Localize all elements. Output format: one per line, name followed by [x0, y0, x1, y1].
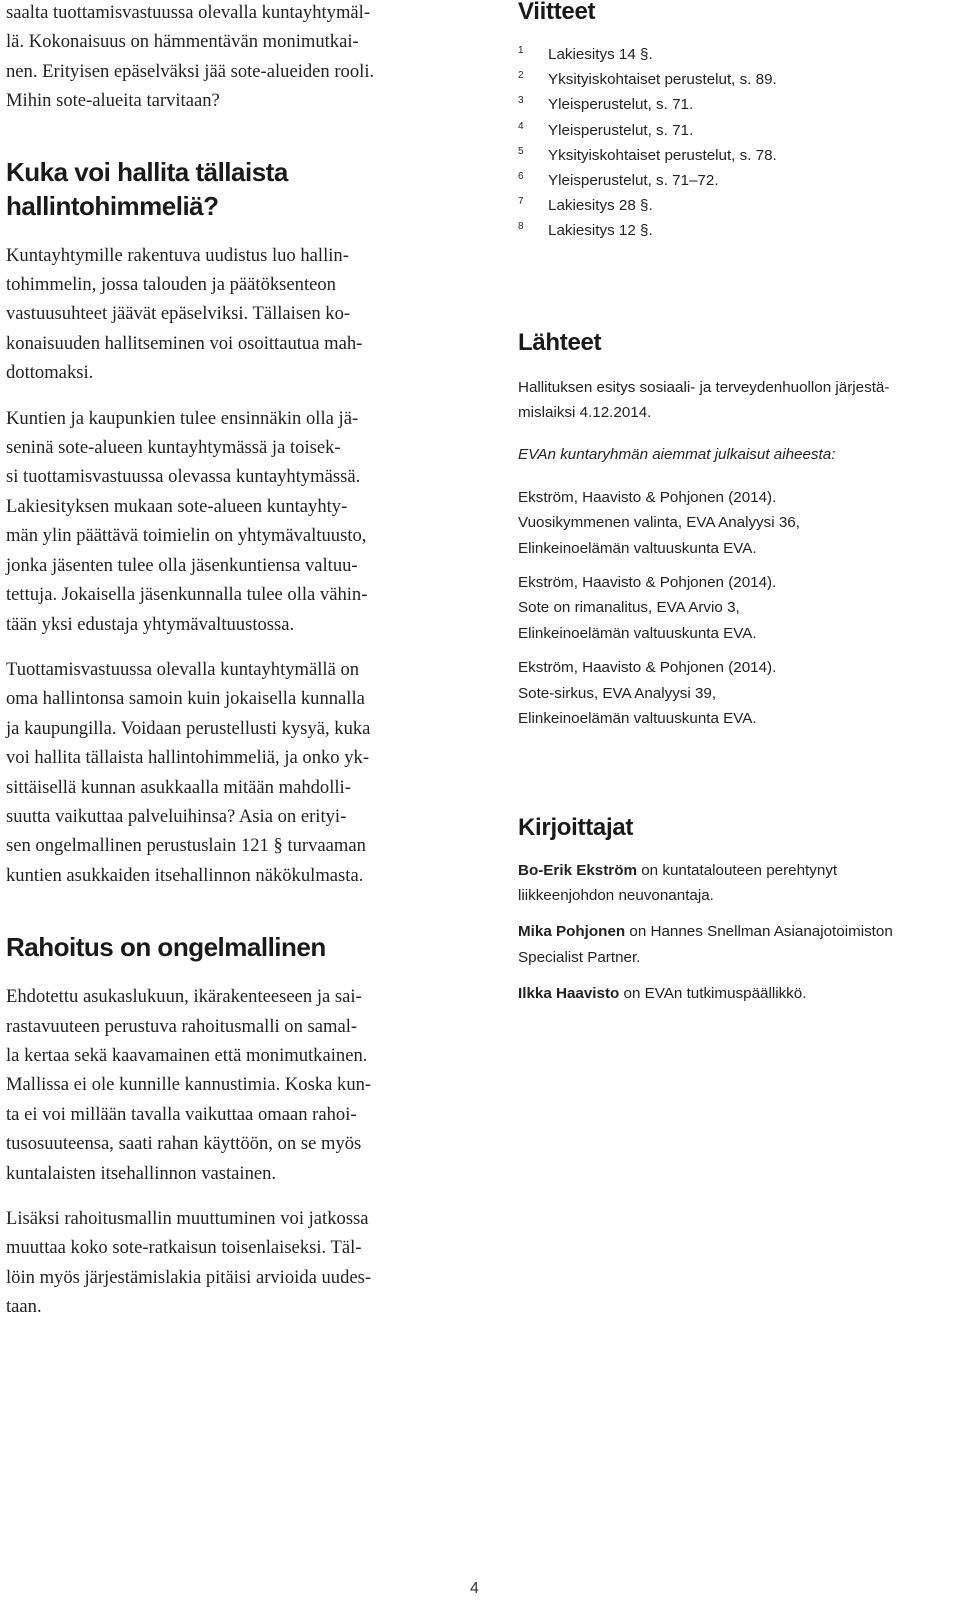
author-ekstrom — [518, 858, 958, 909]
footnote-number: 6 — [518, 171, 524, 183]
footnote-text: Lakiesitys 12 §. — [548, 222, 653, 240]
footnote-number: 7 — [518, 196, 524, 208]
paragraph-kuka-2: Kuntien ja kaupunkien tulee ensinnäkin olla jä- seninä sote-alueen kuntayhtymässä ja toisek- si tuottamisvastuussa olevassa kuntayhtymässä. Lakiesityksen mukaan sote-alueen kuntayhty- män ylin päättävä toimielin on yhtymävaltuusto, jonka jäsenten tulee olla jäsenkuntiensa valtuu- tettuja. Jokaisella jäsenkunnalla tulee olla vähin- tään yksi edustaja yhtymävaltuustossa. — [6, 407, 368, 635]
footnote-item — [518, 67, 958, 92]
heading-lahteet: Lähteet — [518, 328, 602, 356]
page-number: 4 — [470, 1580, 479, 1597]
sidebar-column — [518, 0, 958, 1007]
footnote-list — [518, 42, 958, 244]
main-article-column — [6, 0, 446, 1322]
author-name: Ilkka Haavisto — [518, 985, 620, 1003]
footnote-text: Lakiesitys 28 §. — [548, 197, 653, 215]
footnote-number: 3 — [518, 95, 524, 107]
heading-kirjoittajat: Kirjoittajat — [518, 813, 634, 841]
author-name: Mika Pohjonen — [518, 923, 626, 941]
footnote-text: Yleisperustelut, s. 71–72. — [548, 172, 719, 190]
footnote-text: Lakiesitys 14 §. — [548, 46, 653, 63]
footnote-number: 2 — [518, 70, 524, 82]
footnote-number: 5 — [518, 145, 524, 157]
footnote-item — [518, 218, 958, 243]
source-vuosikymmenen-valinta: Ekström, Haavisto & Pohjonen (2014). Vuosikymmenen valinta, EVA Analyysi 36, Elinkeinoelämän valtuuskunta EVA. — [518, 488, 800, 557]
source-sote-rimanalitus: Ekström, Haavisto & Pohjonen (2014). Sote on rimanalitus, EVA Arvio 3, Elinkeinoelämän valtuuskunta EVA. — [518, 574, 777, 642]
paragraph-rahoitus-2: Lisäksi rahoitusmallin muuttuminen voi jatkossa muuttaa koko sote-ratkaisun toisenlaiseksi. Täl- löin myös järjestämislakia pitäisi arvioida uudes- taan. — [6, 1208, 372, 1318]
author-description: on EVAn tutkimuspäällikkö. — [619, 985, 807, 1003]
author-name: Bo-Erik Ekström — [518, 861, 638, 879]
source-sote-sirkus: Ekström, Haavisto & Pohjonen (2014). Sote-sirkus, EVA Analyysi 39, Elinkeinoelämän valtuuskunta EVA. — [518, 659, 777, 728]
evan-publications-note: EVAn kuntaryhmän aiemmat julkaisut aiheesta: — [518, 446, 836, 464]
footnote-text: Yksityiskohtaiset perustelut, s. 89. — [548, 71, 777, 89]
author-pohjonen — [518, 919, 958, 970]
heading-viitteet: Viitteet — [518, 0, 596, 25]
paragraph-kuka-1: Kuntayhtymille rakentuva uudistus luo hallin- tohimmelin, jossa talouden ja päätöksenteon vastuusuhteet jäävät epäselviksi. Tällaisen ko- konaisuuden hallitseminen voi osoittautua mah- dottomaksi. — [6, 244, 363, 384]
footnote-item — [518, 143, 958, 168]
footnote-item — [518, 118, 958, 143]
footnote-number: 8 — [518, 221, 524, 233]
heading-rahoitus: Rahoitus on ongelmallinen — [6, 932, 326, 963]
footnote-text: Yleisperustelut, s. 71. — [548, 121, 694, 139]
intro-paragraph: saalta tuottamisvastuussa olevalla kuntayhtymäl- lä. Kokonaisuus on hämmentävän monimutkai- nen. Erityisen epäselväksi jää sote-alueiden rooli. Mihin sote-alueita tarvitaan? — [6, 2, 375, 112]
footnote-text: Yksityiskohtaiset perustelut, s. 78. — [548, 146, 777, 164]
heading-kuka-voi-hallita: Kuka voi hallita tällaista hallintohimmeliä? — [6, 156, 288, 221]
footnote-number: 1 — [518, 45, 524, 56]
footnote-item — [518, 92, 958, 117]
footnote-text: Yleisperustelut, s. 71. — [548, 96, 694, 114]
author-description: on kuntatalouteen perehtynyt liikkeenjohdon neuvonantaja. — [518, 861, 838, 904]
source-hallituksen-esitys: Hallituksen esitys sosiaali- ja terveydenhuollon järjestä- mislaiksi 4.12.2014. — [518, 378, 890, 422]
paragraph-rahoitus-1: Ehdotettu asukaslukuun, ikärakenteeseen ja sai- rastavuuteen perustuva rahoitusmalli on samal- la kertaa sekä kaavamainen että monimutkainen. Mallissa ei ole kunnille kannustimia. Koska kun- ta ei voi millään tavalla vaikuttaa omaan rahoi- tusosuuteensa, saati rahan käyttöön, on se myös kuntalaisten itsehallinnon vastainen. — [6, 986, 372, 1184]
footnote-item — [518, 193, 958, 218]
footnote-number: 4 — [518, 120, 524, 132]
footnote-item — [518, 42, 958, 67]
paragraph-kuka-3: Tuottamisvastuussa olevalla kuntayhtymällä on oma hallintonsa samoin kuin jokaisella kunnalla ja kaupungilla. Voidaan perustellusti kysyä, kuka voi hallita tällaista hallintohimmeliä, ja onko yk- sittäisellä kunnan asukkaalla mitään mahdolli- suutta vaikuttaa palveluihinsa? Asia on erityi- sen ongelmallinen perustuslain 121 § turvaaman kuntien asukkaiden itsehallinnon näkökulmasta. — [6, 658, 371, 886]
author-description: on Hannes Snellman Asianajotoimiston Specialist Partner. — [518, 923, 893, 966]
footnote-item — [518, 168, 958, 193]
author-haavisto — [518, 981, 958, 1006]
